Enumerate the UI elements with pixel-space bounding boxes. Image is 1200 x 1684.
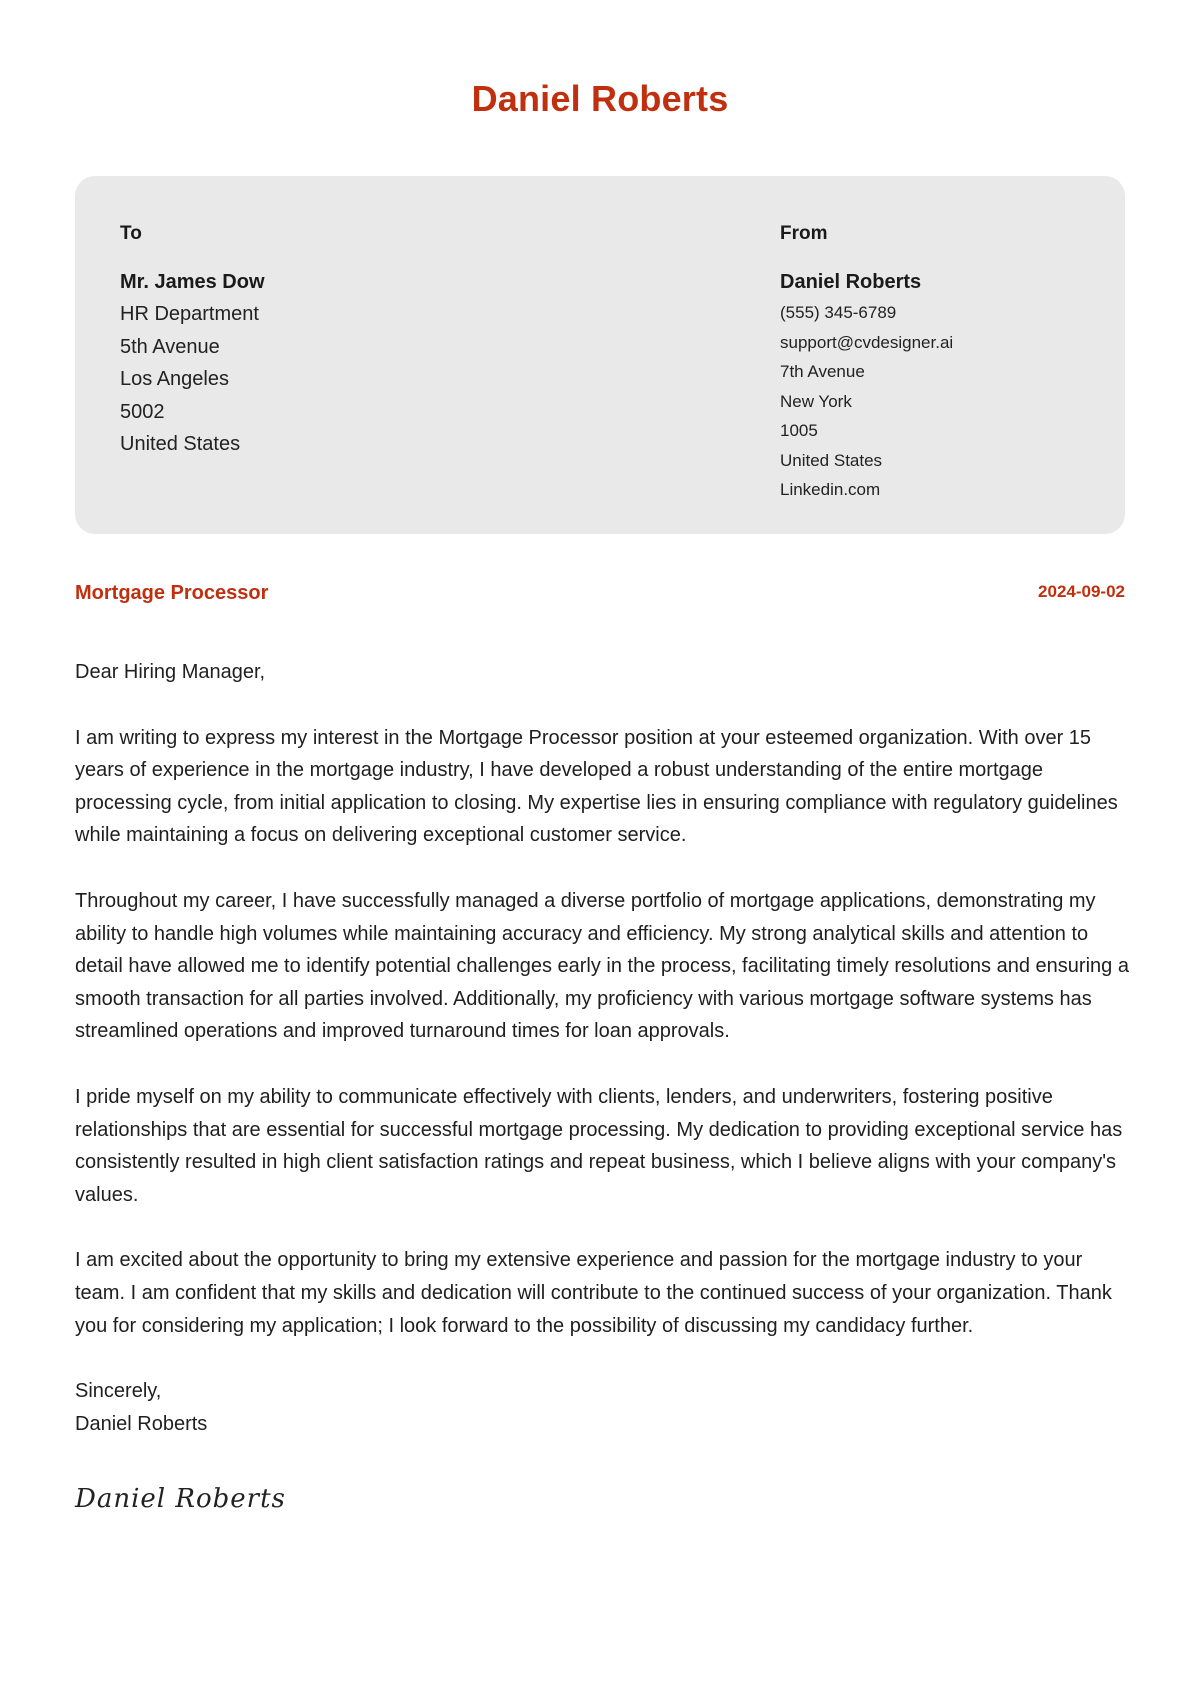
- meta-row: [75, 580, 1125, 610]
- letter-date: 2024-09-02: [1038, 582, 1125, 601]
- recipient-heading: To: [120, 223, 142, 244]
- sender-name: Daniel Roberts: [780, 271, 922, 293]
- body-paragraph: Throughout my career, I have successfully managed a diverse portfolio of mortgage applications, demonstrating my ability to handle high volumes while maintaining accuracy and efficiency. My strong analytical skills and attention to detail have allowed me to identify potential challenges early in the process, facilitating timely resolutions and ensuring a smooth transaction for all parties involved. Additionally, my proficiency with various mortgage software systems has streamlined operations and improved turnaround times for loan approvals.: [75, 889, 1129, 1043]
- body-paragraph: I am writing to express my interest in the Mortgage Processor position at your esteemed organization. With over 15 years of experience in the mortgage industry, I have developed a robust understanding of the entire mortgage processing cycle, from initial application to closing. My expertise lies in ensuring compliance with regulatory guidelines while maintaining a focus on delivering exceptional customer service.: [75, 726, 1118, 847]
- recipient-line: 5002: [120, 400, 165, 423]
- sender-linkedin: Linkedin.com: [780, 480, 881, 499]
- sender-phone: (555) 345-6789: [780, 303, 897, 322]
- recipient-line: United States: [120, 433, 241, 455]
- closing-name: Daniel Roberts: [75, 1412, 208, 1435]
- body-paragraph: I pride myself on my ability to communicate effectively with clients, lenders, and underwriters, fostering positive relationships that are essential for successful mortgage processing. My dedication to providing exceptional service has consistently resulted in high client satisfaction ratings and repeat business, which I believe aligns with your company's values.: [75, 1085, 1123, 1206]
- page-title: Daniel Roberts: [471, 78, 729, 119]
- sender-block: [780, 222, 953, 505]
- closing: Sincerely,: [75, 1380, 162, 1403]
- sender-heading: From: [780, 223, 828, 244]
- sender-line: 7th Avenue: [780, 362, 865, 381]
- salutation: Dear Hiring Manager,: [75, 661, 266, 683]
- job-title: Mortgage Processor: [75, 582, 269, 604]
- sender-line: New York: [780, 391, 852, 411]
- sender-line: United States: [780, 450, 883, 470]
- signature: Daniel Roberts: [75, 1484, 286, 1514]
- body-paragraph: I am excited about the opportunity to bring my extensive experience and passion for the mortgage industry to your team. I am confident that my skills and dedication will contribute to the continued success of your organization. Thank you for considering my application; I look forward to the possibility of discussing my candidacy further.: [75, 1249, 1112, 1337]
- recipient-block: [120, 222, 265, 461]
- address-box: [75, 176, 1125, 534]
- recipient-line: HR Department: [120, 303, 259, 325]
- letter-body: [75, 656, 1135, 1440]
- sender-email: support@cvdesigner.ai: [780, 332, 954, 352]
- recipient-line: 5th Avenue: [120, 335, 220, 358]
- recipient-name: Mr. James Dow: [120, 271, 265, 293]
- recipient-line: Los Angeles: [120, 368, 229, 390]
- sender-line: 1005: [780, 421, 818, 440]
